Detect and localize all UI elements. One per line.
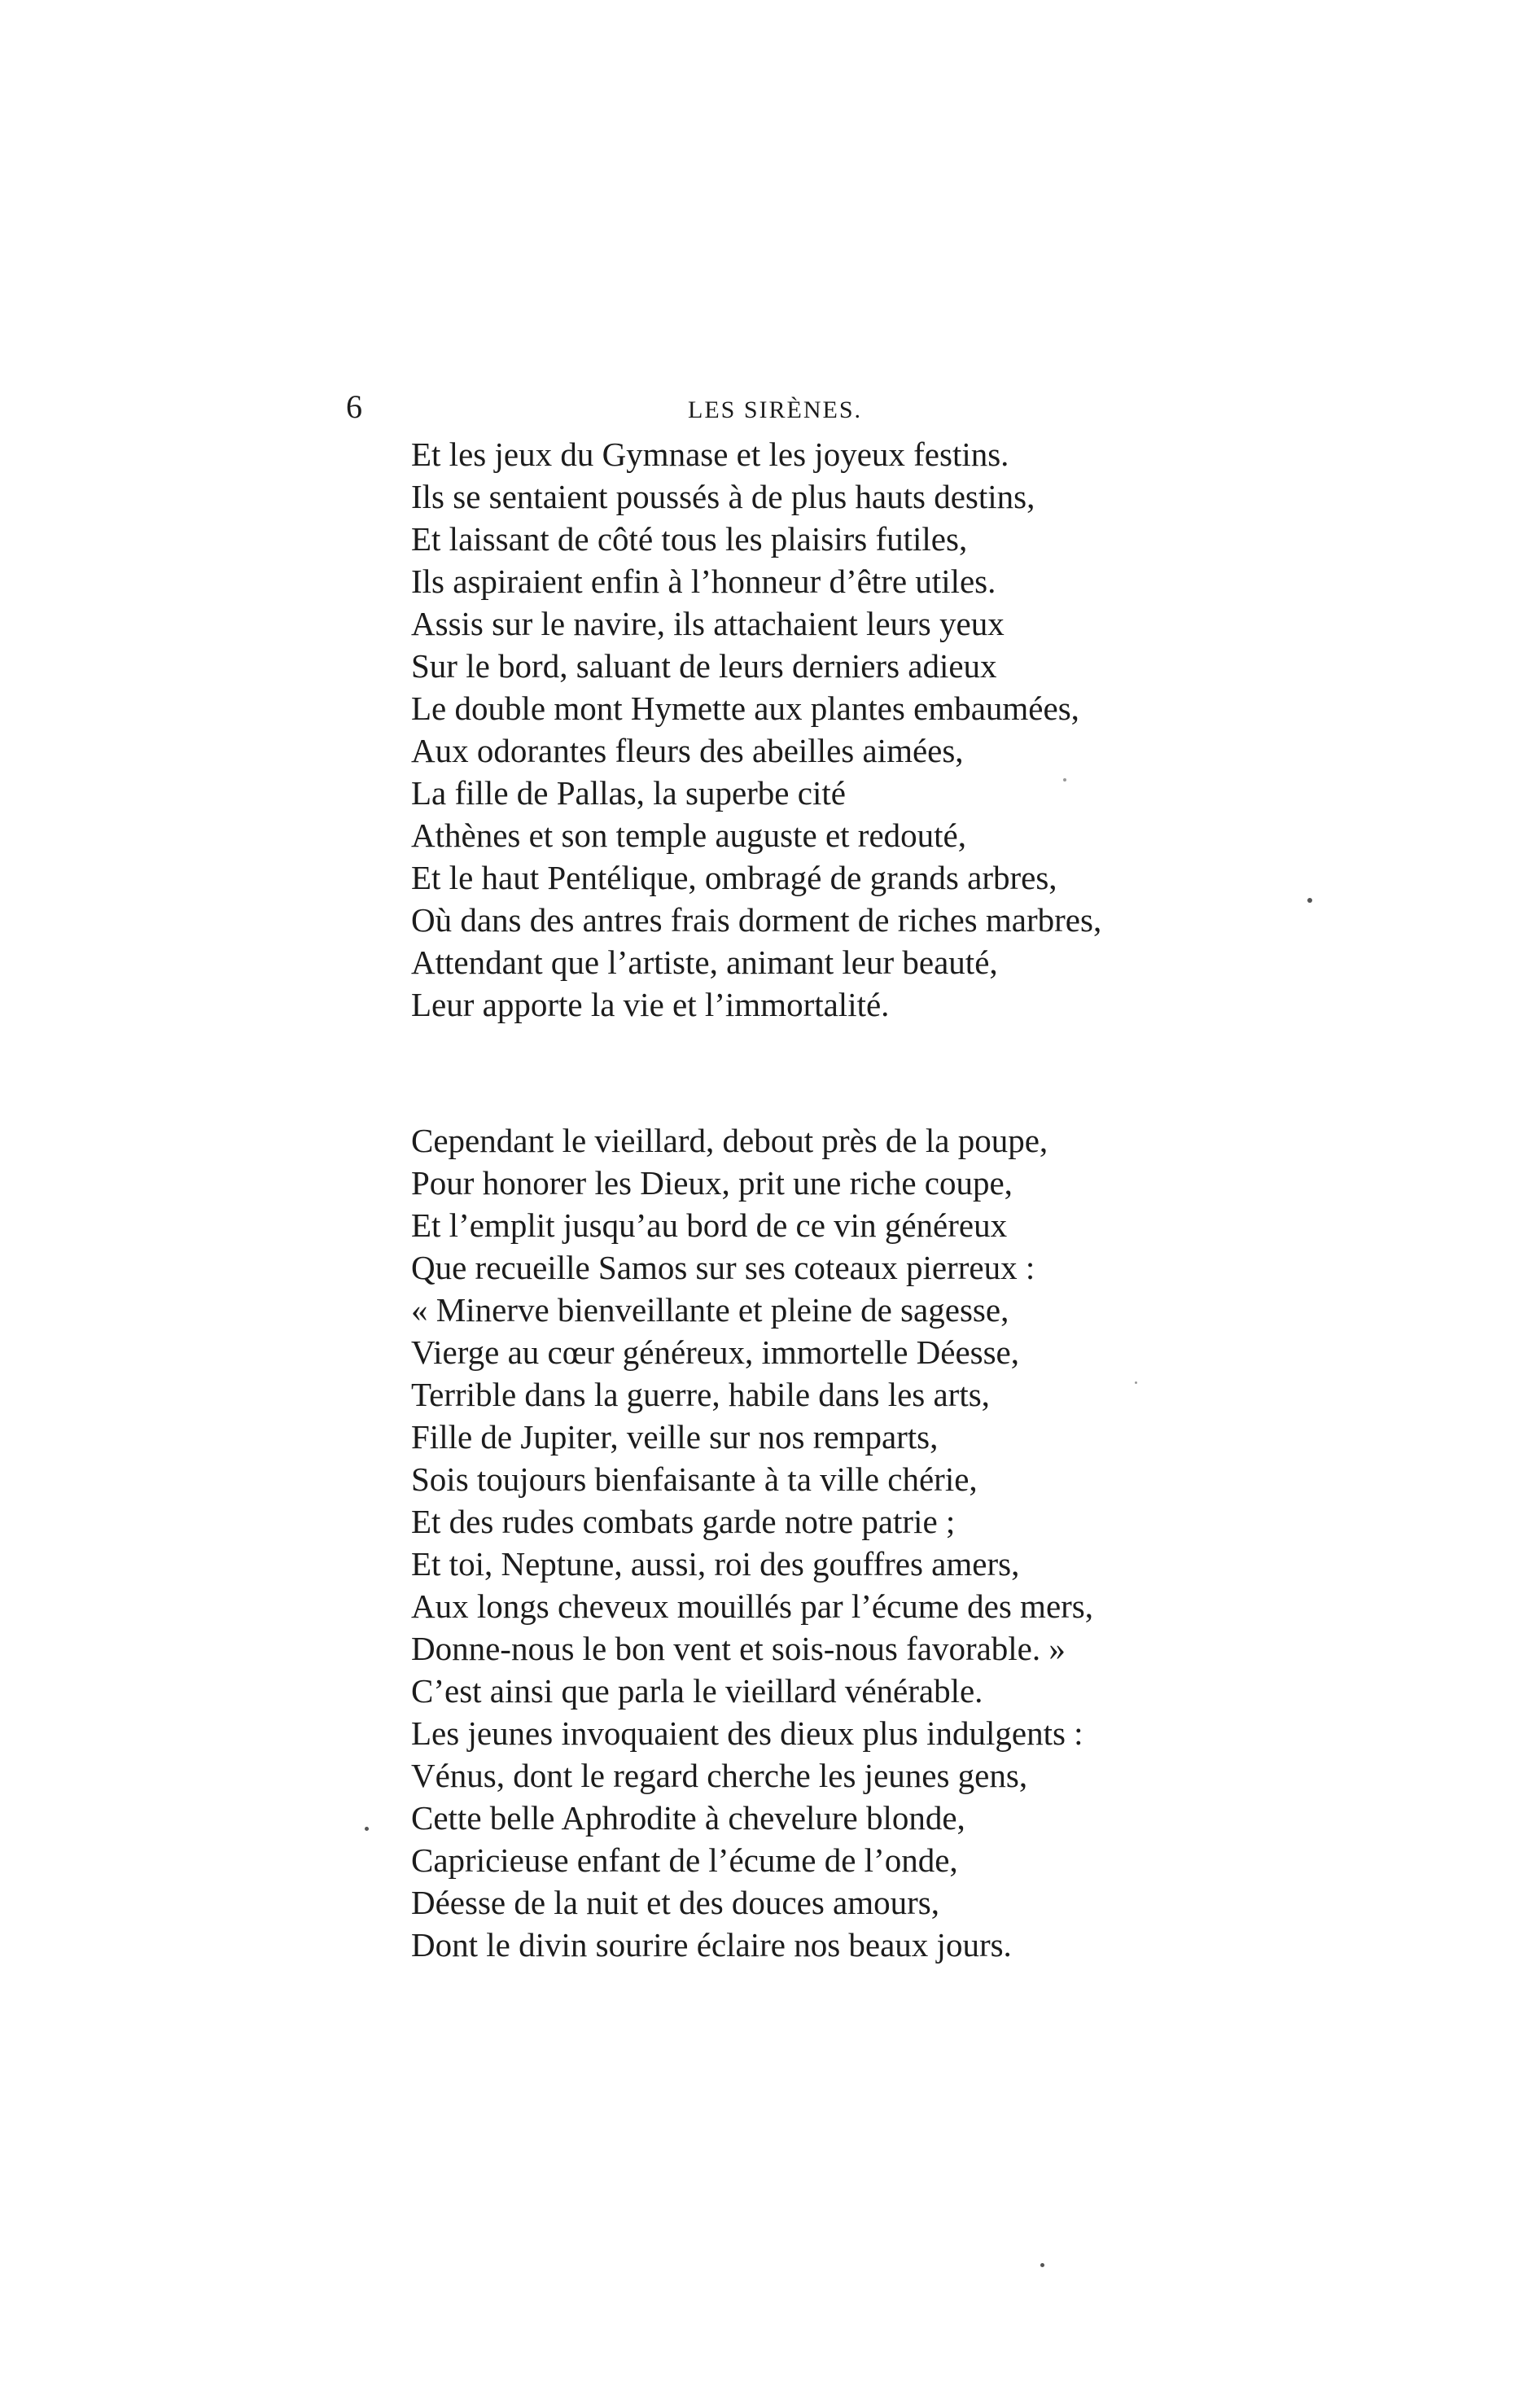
verse-line: Sur le bord, saluant de leurs derniers adieux: [411, 647, 997, 685]
verse-line: Le double mont Hymette aux plantes embaumées,: [411, 690, 1079, 727]
stanza-2: [411, 1119, 1225, 1966]
verse-line: Et des rudes combats garde notre patrie ;: [411, 1503, 956, 1540]
verse-line: Athènes et son temple auguste et redouté,: [411, 817, 966, 854]
print-speck: [1135, 1381, 1137, 1384]
verse-line: Donne-nous le bon vent et sois-nous favorable. »: [411, 1630, 1066, 1667]
verse-line: Et toi, Neptune, aussi, roi des gouffres amers,: [411, 1545, 1020, 1583]
running-title: LES SIRÈNES.: [688, 396, 863, 423]
verse-line: Les jeunes invoquaient des dieux plus indulgents :: [411, 1714, 1083, 1752]
page-number: 6: [346, 388, 362, 425]
verse-line: Vierge au cœur généreux, immortelle Déesse,: [411, 1333, 1020, 1371]
verse-line: Cependant le vieillard, debout près de la poupe,: [411, 1122, 1048, 1159]
print-speck: [365, 1827, 369, 1831]
verse-line: Où dans des antres frais dorment de riches marbres,: [411, 901, 1102, 939]
verse-line: « Minerve bienveillante et pleine de sagesse,: [411, 1291, 1009, 1329]
verse-line: Attendant que l’artiste, animant leur beauté,: [411, 943, 998, 981]
verse-line: Assis sur le navire, ils attachaient leurs yeux: [411, 605, 1005, 642]
verse-line: Aux odorantes fleurs des abeilles aimées,: [411, 732, 964, 769]
verse-line: Cette belle Aphrodite à chevelure blonde,: [411, 1799, 965, 1837]
verse-line: Que recueille Samos sur ses coteaux pierreux :: [411, 1249, 1035, 1286]
verse-line: Et les jeux du Gymnase et les joyeux festins.: [411, 436, 1009, 473]
verse-line: Ils aspiraient enfin à l’honneur d’être utiles.: [411, 563, 996, 600]
verse-line: Déesse de la nuit et des douces amours,: [411, 1884, 939, 1921]
verse-line: Capricieuse enfant de l’écume de l’onde,: [411, 1841, 958, 1879]
verse-line: La fille de Pallas, la superbe cité: [411, 774, 846, 812]
verse-line: Sois toujours bienfaisante à ta ville chérie,: [411, 1460, 978, 1498]
verse-line: C’est ainsi que parla le vieillard vénérable.: [411, 1672, 983, 1710]
print-speck: [1040, 2263, 1044, 2267]
verse-line: Vénus, dont le regard cherche les jeunes gens,: [411, 1757, 1028, 1794]
verse-line: Et laissant de côté tous les plaisirs futiles,: [411, 520, 968, 558]
stanza-1: [411, 433, 1225, 1026]
verse-line: Aux longs cheveux mouillés par l’écume des mers,: [411, 1587, 1093, 1625]
verse-line: Et l’emplit jusqu’au bord de ce vin généreux: [411, 1206, 1008, 1244]
verse-line: Terrible dans la guerre, habile dans les arts,: [411, 1376, 990, 1413]
verse-line: Fille de Jupiter, veille sur nos remparts,: [411, 1418, 939, 1456]
verse-line: Ils se sentaient poussés à de plus hauts destins,: [411, 478, 1035, 515]
verse-line: Et le haut Pentélique, ombragé de grands arbres,: [411, 859, 1057, 896]
verse-line: Dont le divin sourire éclaire nos beaux jours.: [411, 1926, 1012, 1964]
print-speck: [1307, 898, 1312, 903]
verse-line: Pour honorer les Dieux, prit une riche coupe,: [411, 1164, 1013, 1202]
verse-line: Leur apporte la vie et l’immortalité.: [411, 986, 890, 1023]
print-speck: [1063, 778, 1066, 782]
